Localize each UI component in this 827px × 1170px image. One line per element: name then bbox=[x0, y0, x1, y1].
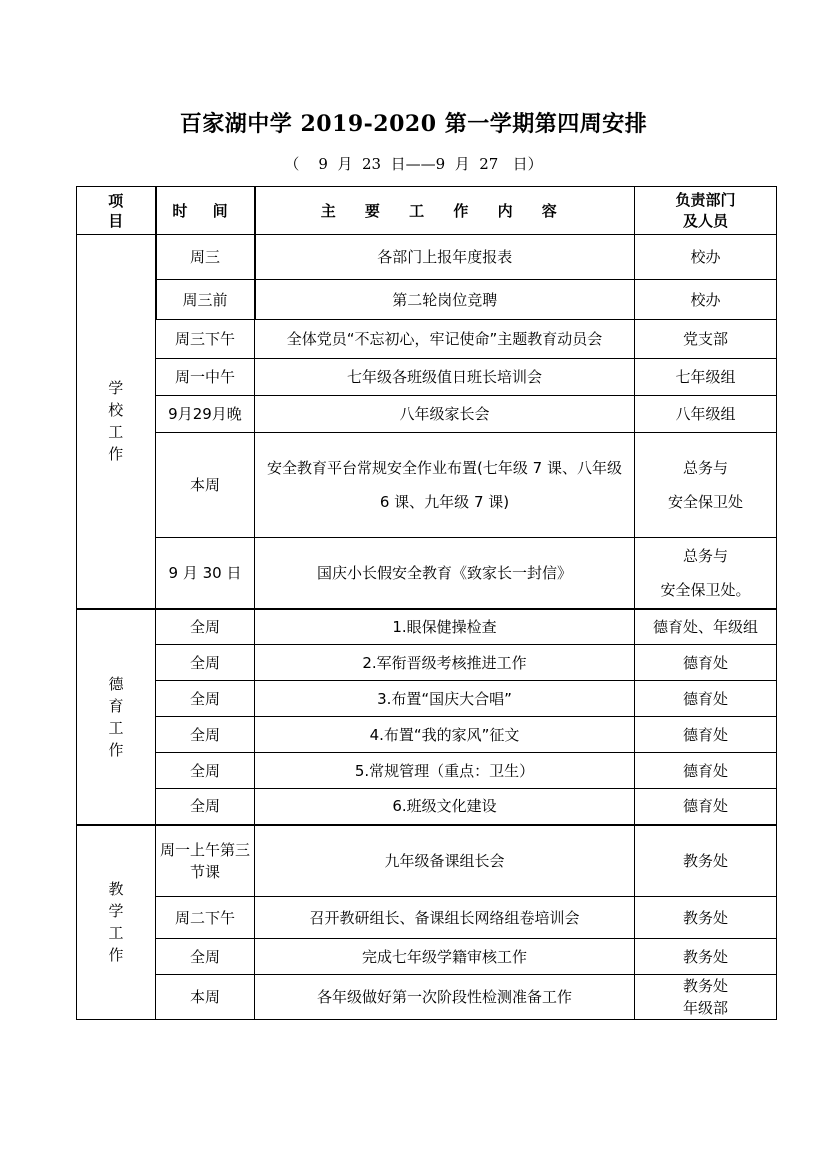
category-cell: 德 育 工 作 bbox=[77, 609, 156, 825]
dept-cell: 教务处 bbox=[635, 939, 777, 975]
time-cell: 全周 bbox=[156, 939, 255, 975]
dept-cell: 教务处 年级部 bbox=[635, 975, 777, 1020]
time-cell: 周一中午 bbox=[156, 359, 255, 396]
time-cell: 全周 bbox=[156, 753, 255, 789]
content-cell: 全体党员“不忘初心，牢记使命”主题教育动员会 bbox=[255, 320, 635, 359]
content-cell: 完成七年级学籍审核工作 bbox=[255, 939, 635, 975]
content-cell: 3.布置“国庆大合唱” bbox=[255, 681, 635, 717]
time-cell: 本周 bbox=[156, 433, 255, 538]
time-cell: 全周 bbox=[156, 609, 255, 645]
dept-cell: 德育处 bbox=[635, 789, 777, 825]
table-row bbox=[77, 717, 777, 753]
content-cell: 第二轮岗位竞聘 bbox=[255, 280, 635, 320]
time-cell: 周三前 bbox=[156, 280, 255, 320]
content-cell: 九年级备课组长会 bbox=[255, 825, 635, 897]
table-row bbox=[77, 609, 777, 645]
table-row bbox=[77, 645, 777, 681]
dept-cell: 德育处 bbox=[635, 645, 777, 681]
table-row bbox=[77, 235, 777, 280]
date-range: （ 9 月 23 日——9 月 27 日） bbox=[284, 155, 543, 173]
dept-cell: 党支部 bbox=[635, 320, 777, 359]
header-content: 主 要 工 作 内 容 bbox=[255, 187, 635, 235]
table-row bbox=[77, 789, 777, 825]
dept-cell: 教务处 bbox=[635, 897, 777, 939]
dept-cell: 七年级组 bbox=[635, 359, 777, 396]
category-cell: 教 学 工 作 bbox=[77, 825, 156, 1020]
content-cell: 召开教研组长、备课组长网络组卷培训会 bbox=[255, 897, 635, 939]
content-cell: 国庆小长假安全教育《致家长一封信》 bbox=[255, 538, 635, 609]
content-cell: 七年级各班级值日班长培训会 bbox=[255, 359, 635, 396]
content-cell: 安全教育平台常规安全作业布置(七年级 7 课、八年级 6 课、九年级 7 课) bbox=[255, 433, 635, 538]
time-cell: 9月29月晚 bbox=[156, 396, 255, 433]
category-cell: 学 校 工 作 bbox=[77, 235, 156, 609]
content-cell: 5.常规管理（重点：卫生） bbox=[255, 753, 635, 789]
table-row bbox=[77, 396, 777, 433]
time-cell: 全周 bbox=[156, 645, 255, 681]
time-cell: 9 月 30 日 bbox=[156, 538, 255, 609]
table-row bbox=[77, 681, 777, 717]
dept-cell: 德育处 bbox=[635, 681, 777, 717]
table-row bbox=[77, 280, 777, 320]
table-row bbox=[77, 320, 777, 359]
dept-cell: 德育处、年级组 bbox=[635, 609, 777, 645]
dept-cell: 总务与 安全保卫处 bbox=[635, 433, 777, 538]
table-row bbox=[77, 897, 777, 939]
dept-cell: 八年级组 bbox=[635, 396, 777, 433]
page-title: 百家湖中学 2019-2020 第一学期第四周安排 bbox=[179, 111, 648, 137]
schedule-table bbox=[76, 186, 777, 1020]
content-cell: 6.班级文化建设 bbox=[255, 789, 635, 825]
dept-cell: 校办 bbox=[635, 280, 777, 320]
table-row bbox=[77, 433, 777, 538]
header-dept: 负责部门 及人员 bbox=[635, 187, 777, 235]
dept-cell: 德育处 bbox=[635, 717, 777, 753]
dept-cell: 总务与 安全保卫处。 bbox=[635, 538, 777, 609]
table-row bbox=[77, 975, 777, 1020]
content-cell: 1.眼保健操检查 bbox=[255, 609, 635, 645]
table-row bbox=[77, 753, 777, 789]
content-cell: 各部门上报年度报表 bbox=[255, 235, 635, 280]
dept-cell: 德育处 bbox=[635, 753, 777, 789]
dept-cell: 教务处 bbox=[635, 825, 777, 897]
time-cell: 周一上午第三节课 bbox=[156, 825, 255, 897]
content-cell: 各年级做好第一次阶段性检测准备工作 bbox=[255, 975, 635, 1020]
table-row bbox=[77, 825, 777, 897]
table-row bbox=[77, 359, 777, 396]
content-cell: 4.布置“我的家风”征文 bbox=[255, 717, 635, 753]
content-cell: 2.军衔晋级考核推进工作 bbox=[255, 645, 635, 681]
header-time: 时 间 bbox=[156, 187, 255, 235]
time-cell: 周二下午 bbox=[156, 897, 255, 939]
time-cell: 周三下午 bbox=[156, 320, 255, 359]
table-row bbox=[77, 538, 777, 609]
content-cell: 八年级家长会 bbox=[255, 396, 635, 433]
time-cell: 本周 bbox=[156, 975, 255, 1020]
header-item: 项 目 bbox=[77, 187, 156, 235]
dept-cell: 校办 bbox=[635, 235, 777, 280]
time-cell: 全周 bbox=[156, 681, 255, 717]
time-cell: 全周 bbox=[156, 717, 255, 753]
time-cell: 周三 bbox=[156, 235, 255, 280]
time-cell: 全周 bbox=[156, 789, 255, 825]
table-row bbox=[77, 939, 777, 975]
table-header-row bbox=[77, 187, 777, 235]
